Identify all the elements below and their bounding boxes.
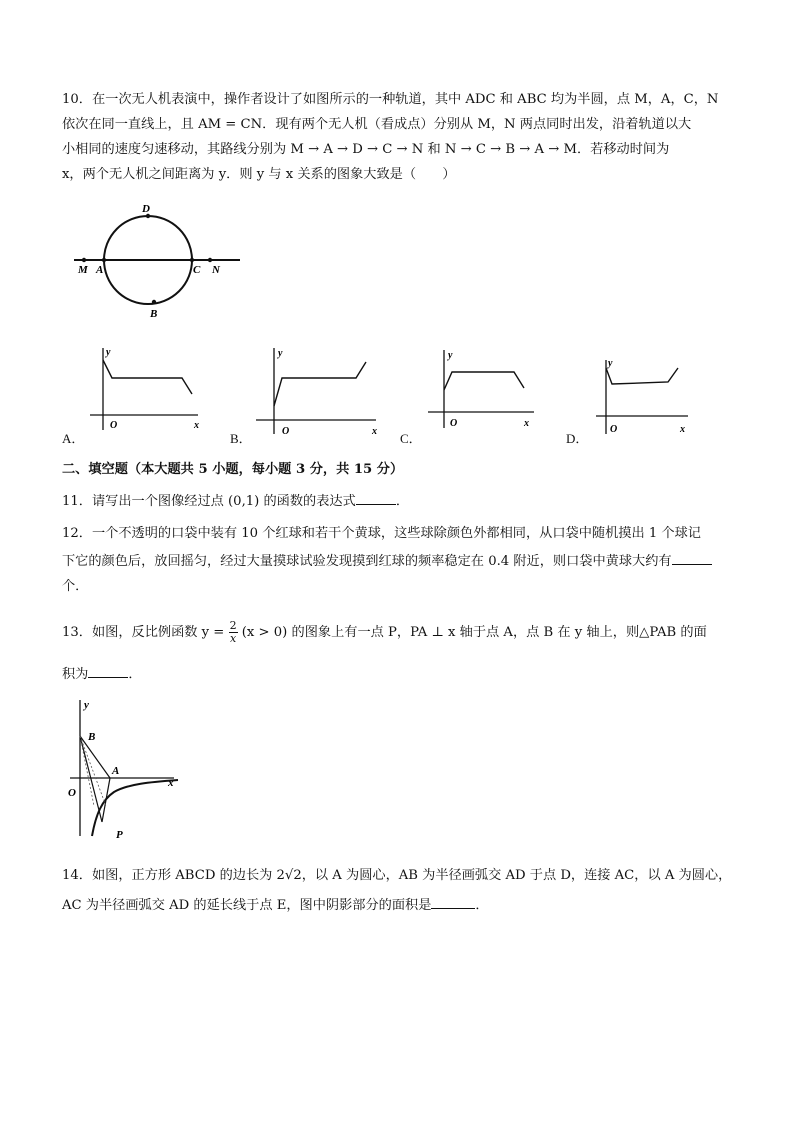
q13-denominator: x [229,632,237,645]
option-b-x-label: x [372,426,377,437]
section-2-heading: 二、填空题（本大题共 5 小题，每小题 3 分，共 15 分） [62,462,404,477]
q13-label-b: B [88,731,96,743]
point-c [190,258,194,262]
q13-fraction [229,620,238,645]
option-a-x-label: x [194,420,199,431]
point-n [208,258,212,262]
option-d-curve [606,368,678,384]
option-d-label[interactable]: D． [566,431,589,446]
label-c: C [193,264,201,276]
point-a [102,258,106,262]
label-n: N [212,264,220,276]
q13-label-a: A [112,765,120,777]
q13-answer-blank[interactable] [88,665,128,678]
q10-line-1: 10．在一次无人机表演中，操作者设计了如图所示的一种轨道，其中 ADC 和 ABC 均为半圆，点 M，A，C，N [62,92,719,107]
q13-label-p: P [116,829,123,841]
option-b-label[interactable]: B． [230,431,252,446]
option-a-graph [86,342,206,434]
q14-end: ． [475,898,489,913]
option-d-y-label: y [608,358,613,369]
q13-figure [66,696,182,842]
q10-track-figure [62,198,244,323]
option-c-graph [424,344,540,430]
q13-end: ． [128,667,142,682]
q13-line-1 [62,620,734,645]
label-b: B [150,308,158,320]
q13-label-o: O [68,787,76,799]
option-d-graph [592,354,692,438]
q14-line-2-text: AC 为半径画弧交 AD 的延长线于点 E，图中阴影部分的面积是 [62,898,432,913]
option-b-y-label: y [278,348,283,359]
q12-line-1: 12．一个不透明的口袋中装有 10 个红球和若干个黄球，这些球除颜色外都相同，从口袋中随机摸出 1 个球记 [62,526,701,541]
option-a-curve [103,360,192,394]
option-b-graph [252,342,384,438]
option-c-y-label: y [448,350,453,361]
q14-line-1: 14．如图，正方形 ABCD 的边长为 2√2，以 A 为圆心，AB 为半径画弧交 AD 于点 D，连接 AC，以 A 为圆心， [62,868,732,883]
q13-line-2-text: 积为 [62,667,89,682]
point-m [82,258,86,262]
q11-answer-blank[interactable] [356,492,396,505]
q13-y-label: y [84,699,89,711]
option-a-y-label: y [106,347,111,358]
option-d-x-label: x [680,424,685,435]
point-b [152,300,156,304]
option-b-origin-label: O [282,426,290,437]
q13-x-label: x [168,777,174,789]
option-d-origin-label: O [610,424,618,435]
label-a: A [96,264,104,276]
q13-post: (x > 0) 的图象上有一点 P，PA ⊥ x 轴于点 A，点 B 在 y 轴上，则△PAB 的面 [241,625,707,640]
q13-numerator: 2 [229,619,237,632]
q12-line-2 [62,552,734,572]
option-c-curve [444,372,524,390]
option-c-origin-label: O [450,418,458,429]
q10-line-3: 小相同的速度匀速移动，其路线分别为 M → A → D → C → N 和 N → C → B → A → M．若移动时间为 [62,142,670,157]
option-a-origin-label: O [110,420,118,431]
q12-answer-blank[interactable] [672,552,712,565]
q13-line-2 [62,665,734,685]
q11-end: ． [395,494,409,509]
q13-pre: 13．如图，反比例函数 y = [62,625,225,640]
option-a-label[interactable]: A． [62,431,85,446]
label-d: D [142,203,150,215]
q12-line-3: 个． [62,579,89,594]
q14-answer-blank[interactable] [431,896,475,909]
option-b-curve [274,362,366,406]
q14-line-2 [62,896,734,916]
q12-line-2-text: 下它的颜色后，放回摇匀，经过大量摸球试验发现摸到红球的频率稳定在 0.4 附近，则口袋中黄球大约有 [62,554,672,569]
label-m: M [78,264,88,276]
q10-line-4: x，两个无人机之间距离为 y．则 y 与 x 关系的图象大致是（ ） [62,167,456,182]
q10-line-2: 依次在同一直线上，且 AM = CN．现有两个无人机（看成点）分别从 M，N 两点同时出发，沿着轨道以大 [62,117,692,132]
q11-line [62,492,734,512]
option-c-x-label: x [524,418,529,429]
q11-text: 11．请写出一个图像经过点 (0,1) 的函数的表达式 [62,494,356,509]
option-c-label[interactable]: C． [400,431,422,446]
